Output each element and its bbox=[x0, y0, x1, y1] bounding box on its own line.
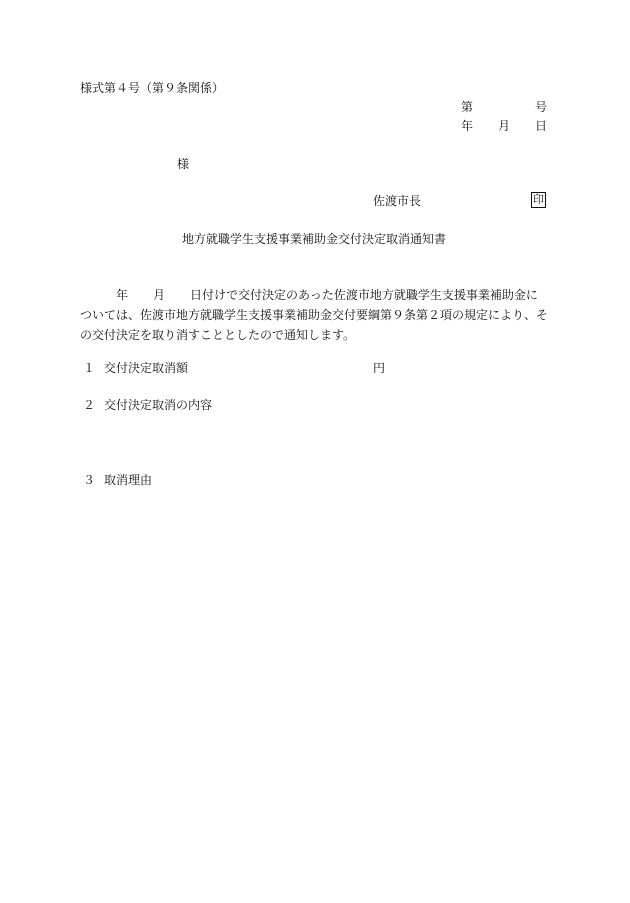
body-month: 月 bbox=[153, 288, 166, 302]
item-1-unit: 円 bbox=[373, 361, 386, 375]
body-paragraph bbox=[80, 285, 550, 345]
date-month: 月 bbox=[498, 119, 511, 133]
form-label: 様式第４号（第９条関係） bbox=[80, 81, 225, 95]
date-year: 年 bbox=[461, 119, 474, 133]
body-line-1 bbox=[80, 285, 550, 305]
date-day: 日 bbox=[535, 119, 548, 133]
item-3-label: 取消理由 bbox=[104, 473, 153, 487]
item-1-label: 交付決定取消額 bbox=[104, 361, 189, 375]
body-line-3: の交付決定を取り消すこととしたので通知します。 bbox=[80, 328, 356, 342]
document-title: 地方就職学生支援事業補助金交付決定取消通知書 bbox=[182, 232, 447, 246]
item-2-label: 交付決定取消の内容 bbox=[104, 398, 213, 412]
item-3-number: ３ bbox=[83, 473, 96, 487]
issuer-title: 佐渡市長 bbox=[373, 194, 422, 208]
number-suffix: 号 bbox=[535, 100, 548, 114]
body-line1-rest: 日付けで交付決定のあった佐渡市地方就職学生支援事業補助金に bbox=[190, 288, 538, 302]
body-year: 年 bbox=[116, 288, 129, 302]
item-1-number: １ bbox=[83, 361, 96, 375]
addressee-suffix: 様 bbox=[177, 157, 190, 171]
body-line-2: ついては、佐渡市地方就職学生支援事業補助金交付要綱第９条第２項の規定により、そ bbox=[80, 308, 549, 322]
issuer-seal bbox=[531, 192, 546, 208]
seal-mark: 印 bbox=[533, 193, 544, 206]
number-prefix: 第 bbox=[461, 100, 474, 114]
item-2-number: ２ bbox=[83, 398, 96, 412]
